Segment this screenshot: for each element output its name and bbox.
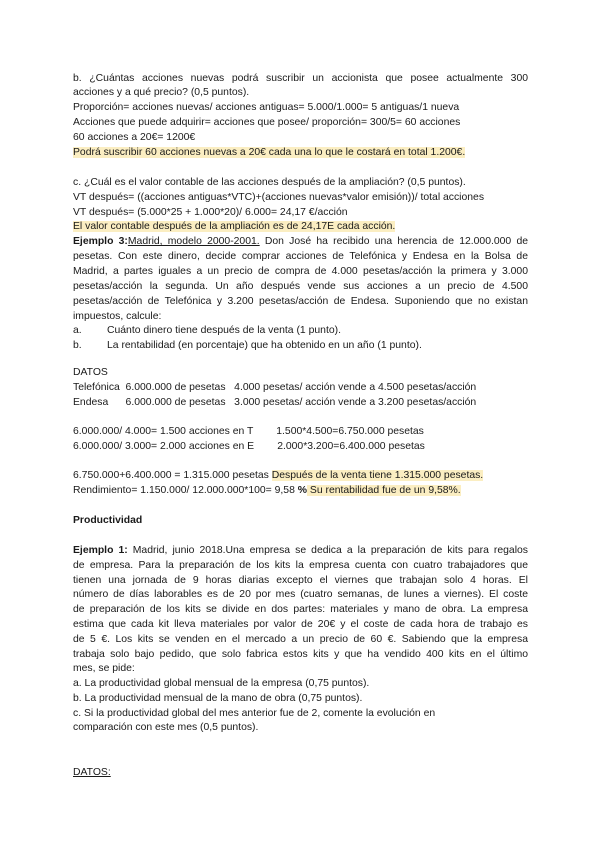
ejemplo1-question-b: b. La productividad mensual de la mano de obra (0,75 puntos). [73, 693, 363, 704]
question-c: c. ¿Cuál es el valor contable de las acciones después de la ampliación? (0,5 puntos). [73, 177, 466, 188]
datos-endesa-row: Endesa 6.000.000 de pesetas 3.000 pesetas/ acción vende a 3.200 pesetas/acción [73, 397, 477, 408]
rendimiento-text: Rendimiento= 1.150.000/ 12.000.000*100= 9,58 [73, 485, 298, 496]
proportion-line: Proporción= acciones nuevas/ acciones antiguas= 5.000/1.000= 5 antiguas/1 nueva [73, 102, 460, 113]
ejemplo1-line1 [73, 544, 528, 557]
answer-b [73, 146, 465, 159]
ejemplo1-question-c-line2: comparación con este mes (0,5 puntos). [73, 722, 259, 733]
item-a-text: Cuánto dinero tiene después de la venta (1 punto). [107, 325, 341, 336]
question-b-line1: b. ¿Cuántas acciones nuevas podrá suscribir un accionista que posee actualmente 300 [73, 73, 528, 84]
ejemplo3-item-a [73, 324, 341, 337]
ejemplo3-line1 [73, 235, 528, 248]
ejemplo1-line1-text: Madrid, junio 2018.Una empresa se dedica a la preparación de kits para regalos [127, 545, 528, 556]
ejemplo1-line8: trabaja solo bajo pedido, que solo fabrica estos kits y que ha vendido 400 kits en el último [73, 649, 528, 660]
vt-calc-line: VT después= (5.000*25 + 1.000*20)/ 6.000= 24,17 €/acción [73, 207, 348, 218]
rendimiento-line [73, 484, 461, 497]
sum-answer-highlight: Después de la venta tiene 1.315.000 pesetas. [271, 470, 484, 481]
calc-telefonica: 6.000.000/ 4.000= 1.500 acciones en T 1.500*4.500=6.750.000 pesetas [73, 426, 424, 437]
rendimiento-percent: % [297, 485, 307, 496]
ejemplo3-line4: pesetas/acción la segunda. Un año después vende sus acciones a un precio de 4.500 [73, 281, 528, 292]
ejemplo3-line1-text: Don José ha recibido una herencia de 12.000.000 de [259, 236, 528, 247]
ejemplo1-question-c-line1: c. Si la productividad global del mes anterior fue de 2, comente la evolución en [73, 708, 436, 719]
ejemplo1-label: Ejemplo 1: [73, 545, 128, 556]
ejemplo3-line5: pesetas/acción de Telefónica y 3.200 pesetas/acción de Endesa. Suponiendo que no existan [73, 296, 528, 307]
item-a-marker: a. [73, 325, 82, 336]
datos-heading: DATOS [73, 367, 108, 378]
ejemplo3-source: Madrid, modelo 2000-2001. [127, 236, 260, 247]
answer-c [73, 220, 395, 233]
vt-formula-line: VT después= ((acciones antiguas*VTC)+(acciones nuevas*valor emisión))/ total acciones [73, 192, 485, 203]
ejemplo1-question-a: a. La productividad global mensual de la empresa (0,75 puntos). [73, 678, 370, 689]
answer-b-highlight: Podrá suscribir 60 acciones nuevas a 20€ cada una lo que le costará en total 1.200€. [73, 147, 466, 158]
ejemplo1-line9: mes, se pide: [73, 663, 135, 674]
answer-c-highlight: El valor contable después de la ampliación es de 24,17E cada acción. [73, 221, 396, 232]
ejemplo3-line3: Madrid, a partes iguales a un precio de compra de 4.000 pesetas/acción la primera y 3.000 [73, 266, 528, 277]
shares-cost-line: 60 acciones a 20€= 1200€ [73, 132, 196, 143]
sum-line [73, 469, 483, 482]
ejemplo1-line6: estima que cada kit lleva materiales por valor de 20€ y el coste de cada hora de trabajo es [73, 619, 528, 630]
ejemplo3-label: Ejemplo 3: [73, 236, 128, 247]
ejemplo3-item-b [73, 339, 422, 352]
sum-text: 6.750.000+6.400.000 = 1.315.000 pesetas [73, 470, 272, 481]
ejemplo1-line7: de 5 €. Los kits se venden en el mercado a un precio de 60 €. Sabiendo que la empresa [73, 634, 528, 645]
ejemplo3-line2: pesetas. Con este dinero, decide comprar acciones de Telefónica y Endesa en la Bolsa de [73, 251, 528, 262]
datos-telefonica-row: Telefónica 6.000.000 de pesetas 4.000 pesetas/ acción vende a 4.500 pesetas/acción [73, 382, 477, 393]
ejemplo3-line6: impuestos, calcule: [73, 311, 162, 322]
ejemplo1-line5: de preparación de los kits se divide en dos partes: materiales y mano de obra. La empresa [73, 604, 528, 615]
shares-acquired-line: Acciones que puede adquirir= acciones que posee/ proporción= 300/5= 60 acciones [73, 117, 461, 128]
datos2-heading: DATOS: [73, 767, 111, 778]
question-b-line2: acciones y a qué precio? (0,5 puntos). [73, 87, 250, 98]
ejemplo1-line4: número de días laborables es de 20 por mes (cuatro semanas, de lunes a viernes). El coste [73, 589, 528, 600]
ejemplo1-line3: tienen una jornada de 9 horas diarias excepto el viernes que trabajan solo 4 horas. El [73, 575, 528, 586]
ejemplo1-line2: de empresa. Para la preparación de los kits la empresa cuenta con cuatro trabajadores que [73, 560, 528, 571]
calc-endesa: 6.000.000/ 3.000= 2.000 acciones en E 2.000*3.200=6.400.000 pesetas [73, 441, 425, 452]
item-b-text: La rentabilidad (en porcentaje) que ha obtenido en un año (1 punto). [107, 340, 422, 351]
productividad-title: Productividad [73, 515, 143, 526]
rendimiento-answer-highlight: Su rentabilidad fue de un 9,58%. [307, 485, 461, 496]
item-b-marker: b. [73, 340, 82, 351]
